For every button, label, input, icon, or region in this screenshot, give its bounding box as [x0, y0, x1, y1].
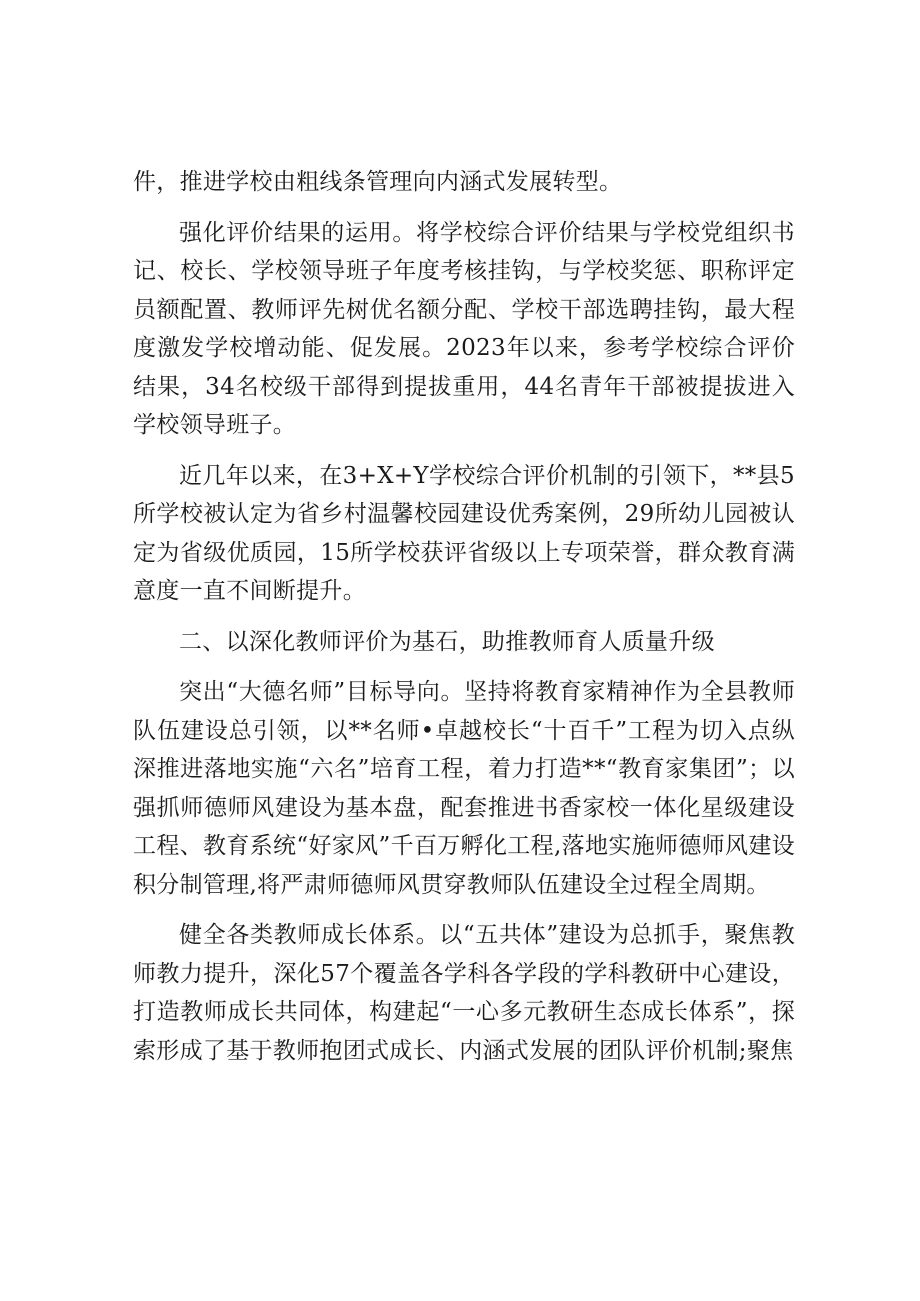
paragraph-recent-achievements: 近几年以来，在3+X+Y学校综合评价机制的引领下，**县5所学校被认定为省乡村温馨校园建设优秀案例，29所幼儿园被认定为省级优质园，15所学校获评省级以上专项荣誉，群众教育满意度一直不间断提升。	[133, 462, 795, 604]
document-body	[133, 163, 795, 1082]
section-heading-teacher-evaluation: 二、以深化教师评价为基石，助推教师育人质量升级	[179, 628, 715, 655]
paragraph-great-teacher-orientation: 突出“大德名师”目标导向。坚持将教育家精神作为全县教师队伍建设总引领，以**名师•卓越校长“十百千”工程为切入点纵深推进落地实施“六名”培育工程，着力打造**“教育家集团”；以强抓师德师风建设为基本盘，配套推进书香家校一体化星级建设工程、教育系统“好家风”千百万孵化工程,落地实施师德师风建设积分制管理,将严肃师德师风贯穿教师队伍建设全过程全周期。	[133, 679, 795, 898]
paragraph-evaluation-results: 强化评价结果的运用。将学校综合评价结果与学校党组织书记、校长、学校领导班子年度考核挂钩，与学校奖惩、职称评定员额配置、教师评先树优名额分配、学校干部选聘挂钩，最大程度激发学校增动能、促发展。2023年以来，参考学校综合评价结果，34名校级干部得到提拔重用，44名青年干部被提拔进入学校领导班子。	[133, 219, 795, 438]
paragraph-teacher-growth-system: 健全各类教师成长体系。以“五共体”建设为总抓手，聚焦教师教力提升，深化57个覆盖各学科各学段的学科教研中心建设，打造教师成长共同体，构建起“一心多元教研生态成长体系”，探索形成了基于教师抱团式成长、内涵式发展的团队评价机制;聚焦	[133, 922, 795, 1064]
paragraph-continuation: 件，推进学校由粗线条管理向内涵式发展转型。	[133, 169, 623, 195]
